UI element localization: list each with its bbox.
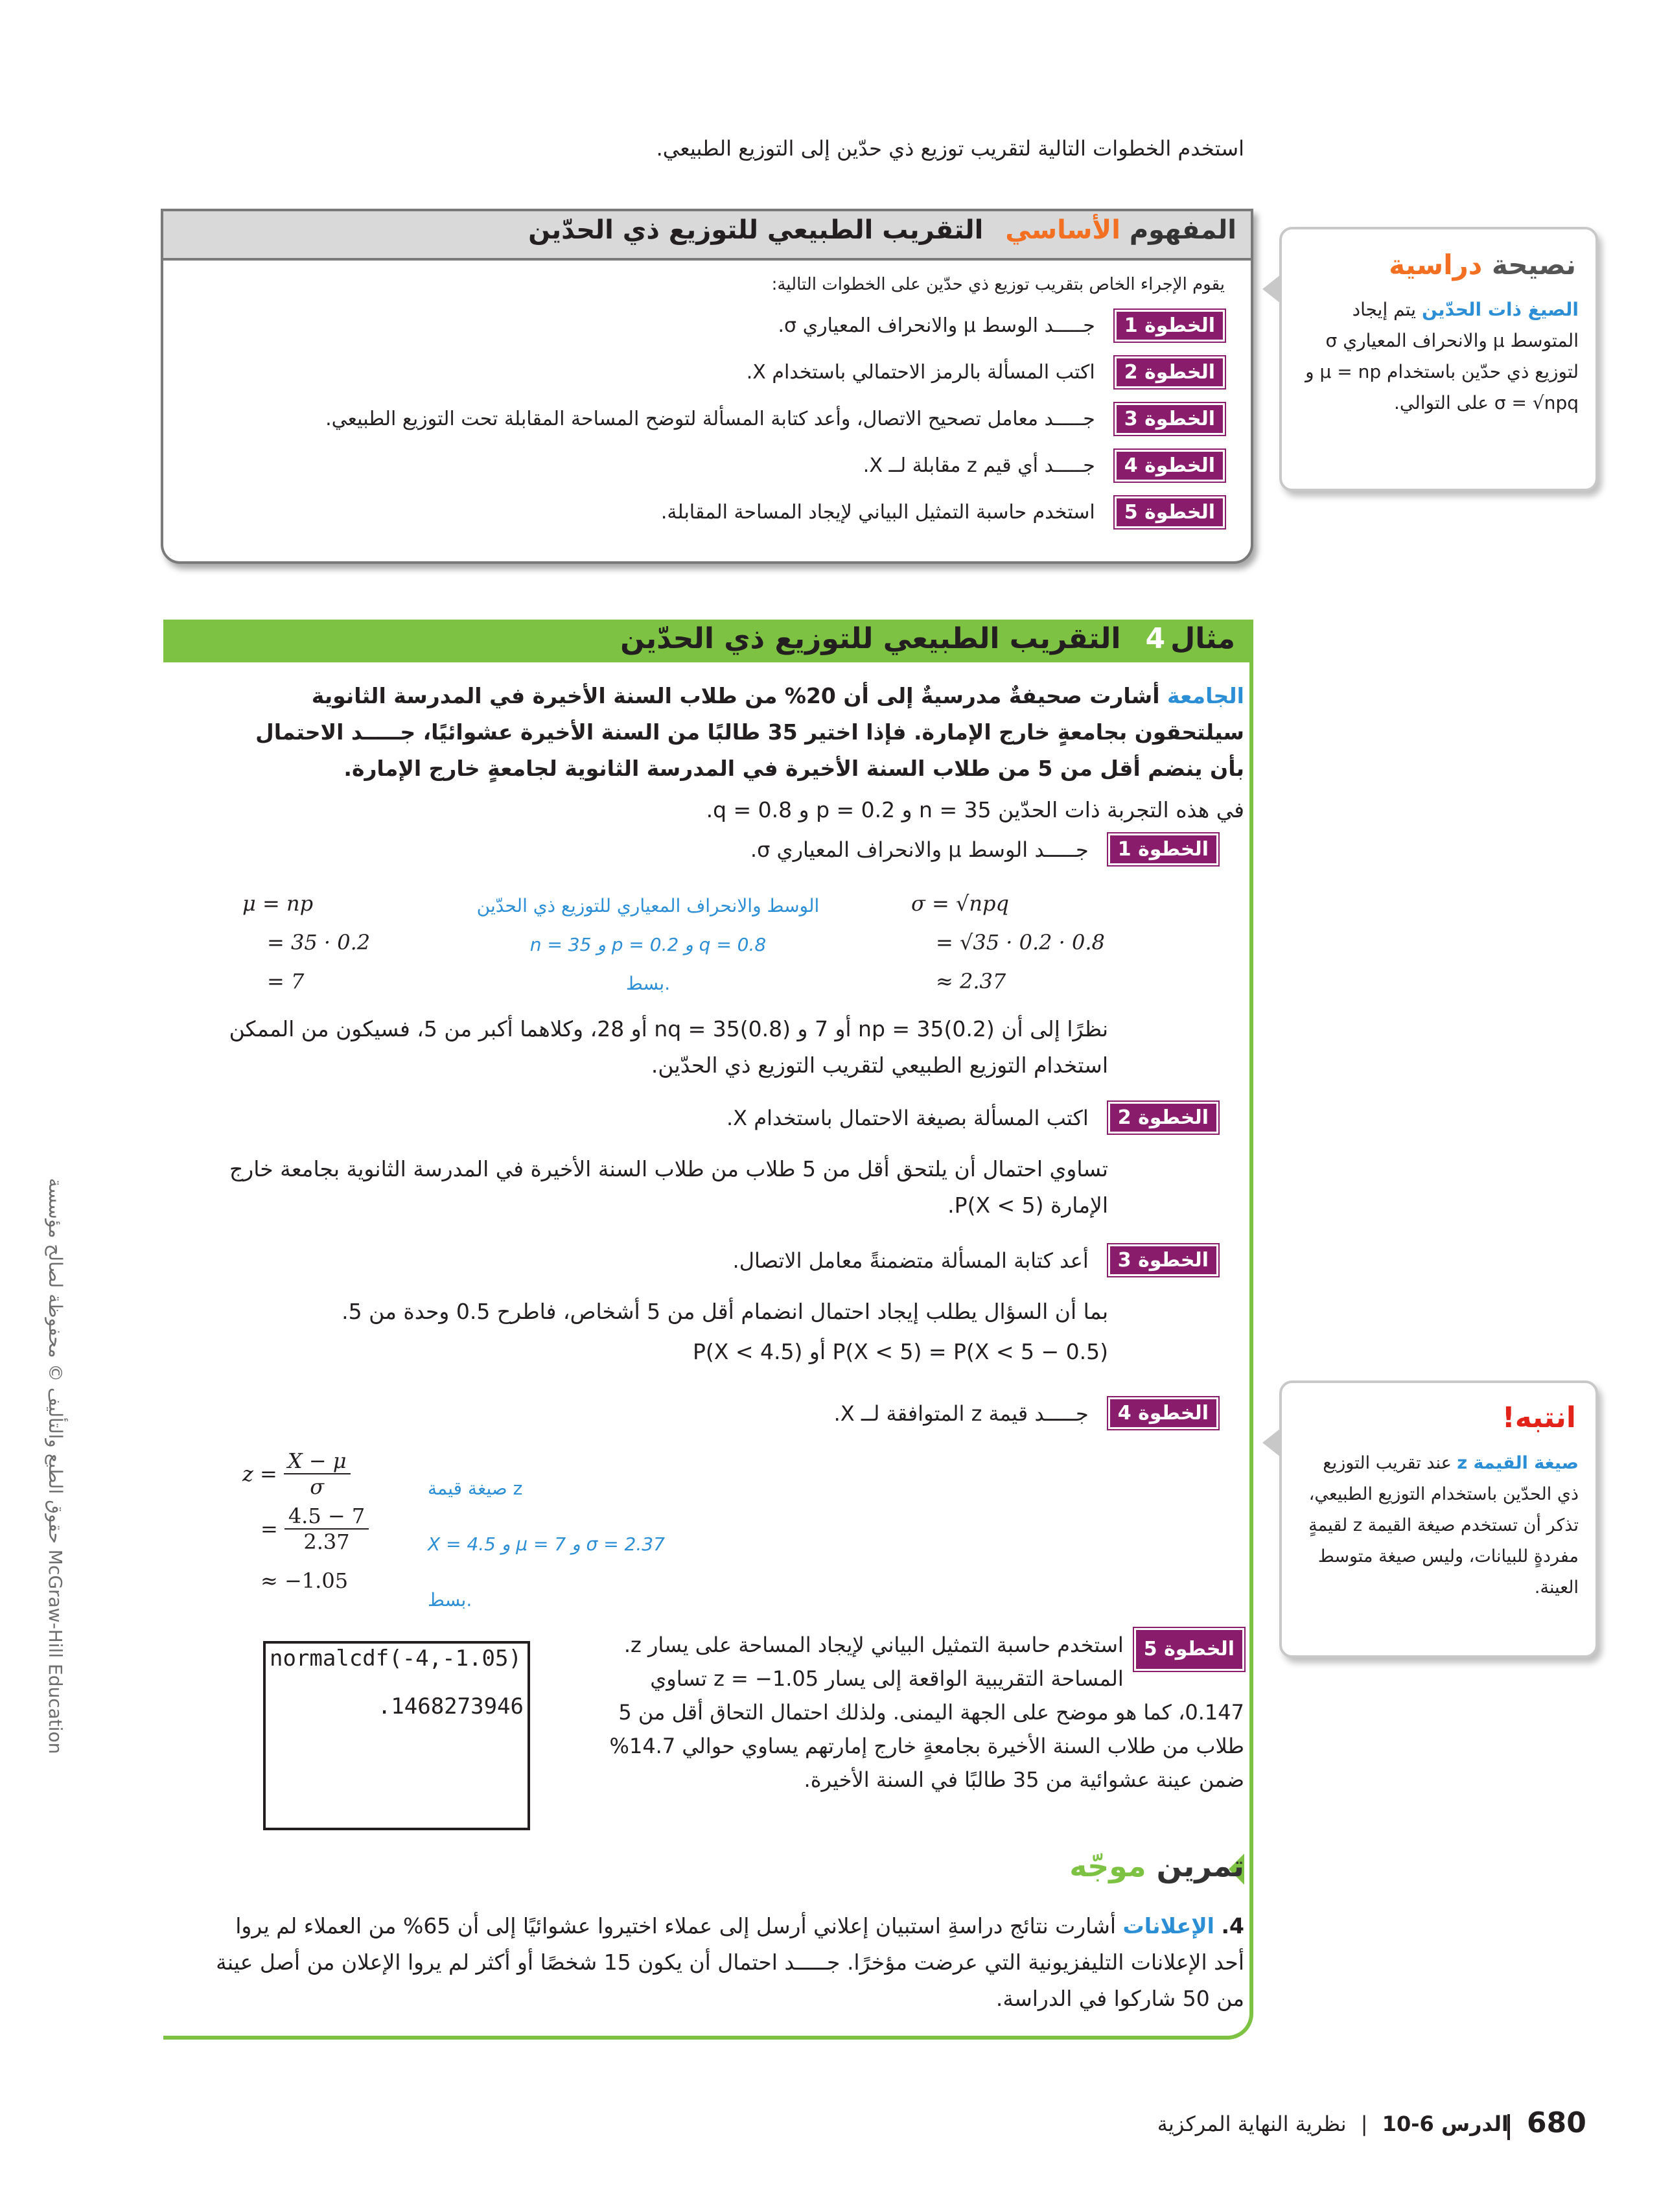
step-badge: الخطوة 1 (1115, 310, 1225, 342)
step-text: جـــــد قيمة z المتوافقة لــ X. (833, 1401, 1089, 1426)
key-concept-step (778, 309, 1225, 342)
step-text: أعد كتابة المسألة متضمنةً معامل الاتصال. (732, 1248, 1089, 1273)
guided-practice-title (1069, 1848, 1244, 1883)
study-tip-text: يتم إيجاد المتوسط μ والانحراف المعياري σ لتوزيع ذي حدّين باستخدام μ = np و σ = √npq على التوالي. (1305, 299, 1579, 413)
example-title (620, 622, 1235, 655)
step-text: اكتب المسألة بصيغة الاحتمال باستخدام X. (726, 1105, 1089, 1130)
step-badge: الخطوة 5 (1134, 1628, 1244, 1671)
note: الوسط والانحراف المعياري للتوزيع ذي الحدّين (476, 895, 820, 916)
note: X = 4.5 و μ = 7 و σ = 2.37 (428, 1533, 665, 1555)
step-text: استخدم حاسبة التمثيل البياني لإيجاد المساحة على يسار z. المساحة التقريبية الواقعة إلى يسار z = −1.05 تساوي 0.147، كما هو موضح على الجهة اليمنى. ولذلك احتمال التحاق أقل من 5 طلاب من طلاب السنة الأخيرة بجامعةٍ خارج إمارتهم يساوي حوالي 14.7% ضمن عينة عشوائية من 35 طالبًا في السنة الأخيرة. (609, 1633, 1244, 1792)
key-concept-step (661, 495, 1225, 529)
note: n = 35 و p = 0.2 و q = 0.8 (529, 934, 767, 955)
sigma-line: = √35 · 0.2 · 0.8 (936, 930, 1105, 955)
step-badge: الخطوة 4 (1108, 1397, 1218, 1429)
step-badge: الخطوة 3 (1108, 1244, 1218, 1276)
step1-check: نظرًا إلى أن np = 35(0.2) أو 7 و nq = 35(0.8) أو 28، وكلاهما أكبر من 5، فسيكون من الممكن استخدام التوزيع الطبيعي لتقريب التوزيع ذي الحدّين. (229, 1016, 1108, 1078)
step-text: استخدم حاسبة التمثيل البياني لإيجاد المساحة المقابلة. (660, 500, 1095, 524)
study-tip-box (1279, 227, 1598, 491)
example-problem (214, 678, 1244, 787)
step-badge: الخطوة 2 (1108, 1102, 1218, 1134)
step4-notes (428, 1461, 700, 1628)
example-problem-text: أشارت صحيفةٌ مدرسيةٌ إلى أن 20% من طلاب السنة الأخيرة في المدرسة الثانوية سيلتحقون بجامعةٍ خارج الإمارة. فإذا اختير 35 طالبًا من السنة الأخيرة عشوائيًا، جـــــد الاحتمال بأن ينضم أقل من 5 من طلاب السنة الأخيرة في المدرسة الثانوية لجامعةٍ خارج الإمارة. (255, 683, 1244, 781)
key-concept-intro: يقوم الإجراء الخاص بتقريب توزيع ذي حدّين على الخطوات التالية: (771, 275, 1225, 294)
key-concept-header (163, 211, 1251, 261)
key-concept-step (863, 448, 1225, 482)
step3-equation: P(X < 5) = P(X < 5 − 0.5) أو P(X < 4.5) (693, 1339, 1108, 1364)
calculator-screen (263, 1641, 530, 1830)
pointer-arrow-icon (1262, 1428, 1281, 1457)
key-concept-label: المفهوم (1129, 215, 1236, 245)
copyright-notice: حقوق الطبع والتأليف © محفوظة لصالح مؤسسة McGraw-Hill Education (45, 1178, 66, 1754)
note: صيغة قيمة z (428, 1478, 523, 1499)
example-heading: التقريب الطبيعي للتوزيع ذي الحدّين (620, 622, 1121, 655)
exercise-category: الإعلانات (1122, 1913, 1214, 1938)
study-tip-title-b: دراسية (1389, 249, 1483, 281)
guided-practice-item (207, 1908, 1244, 2017)
step-text: جـــــد أي قيم z مقابلة لــ X. (863, 454, 1095, 477)
step3-body: بما أن السؤال يطلب إيجاد احتمال انضمام أقل من 5 أشخاص، فاطرح 0.5 وحدة من 5. (342, 1299, 1108, 1324)
step-text: جـــــد معامل تصحيح الاتصال، وأعد كتابة المسألة لتوضح المساحة المقابلة تحت التوزيع الطبيعي. (325, 407, 1095, 430)
example-step-5 (596, 1628, 1244, 1797)
note: بسط. (625, 973, 671, 994)
example-setup: في هذه التجربة ذات الحدّين n = 35 و p = 0.2 و q = 0.8. (706, 797, 1244, 822)
example-category: الجامعة (1167, 683, 1244, 708)
example-step-1 (750, 833, 1218, 865)
key-concept-title (528, 215, 1236, 245)
step-badge: الخطوة 3 (1115, 403, 1225, 435)
pointer-arrow-icon (1262, 275, 1281, 303)
step-badge: الخطوة 1 (1108, 833, 1218, 865)
example-header (163, 620, 1253, 662)
exercise-text: أشارت نتائج دراسةِ استبيان إعلاني أرسل إلى عملاء اختيروا عشوائيًا إلى أن 65% من العملاء لم يروا أحد الإعلانات التليفزيونية التي عرضت مؤخرًا. جـــــد احتمال أن يكون 15 شخصًا أو أكثر لم يروا الإعلان من أصل عينة من 50 شاركوا في الدراسة. (216, 1913, 1244, 2011)
lesson-number: الدرس 6-10 (1382, 2112, 1509, 2136)
example-step-2 (726, 1102, 1218, 1134)
z-sub-denominator: 2.37 (303, 1530, 350, 1554)
watch-out-heading: صيغة القيمة z (1457, 1453, 1579, 1473)
lesson-title: نظرية النهاية المركزية (1157, 2112, 1347, 2136)
study-tip-heading: الصيغ ذات الحدّين (1421, 299, 1579, 320)
z-label: z = (242, 1461, 277, 1486)
step-text: جـــــد الوسط μ والانحراف المعياري σ. (750, 837, 1089, 862)
note: بسط. (428, 1589, 472, 1611)
z-sub-fraction (284, 1504, 369, 1554)
mu-line: μ = np (242, 891, 314, 916)
guided-practice-title-a: تمرين (1156, 1848, 1244, 1883)
example-label: مثال (1170, 622, 1235, 655)
key-concept-heading: التقريب الطبيعي للتوزيع ذي الحدّين (528, 215, 984, 245)
example-step-4 (834, 1397, 1218, 1429)
watch-out-text: عند تقريب التوزيع ذي الحدّين باستخدام التوزيع الطبيعي، تذكر أن تستخدم صيغة القيمة z لقيمةٍ مفردةٍ للبيانات، وليس صيغة متوسط العينة. (1308, 1453, 1579, 1598)
step1-notes (415, 887, 881, 1003)
study-tip-title (1389, 249, 1576, 281)
guided-practice-title-b: موجّه (1069, 1848, 1146, 1883)
sigma-derivation (911, 884, 1105, 1001)
z-result: ≈ −1.05 (261, 1568, 349, 1593)
mu-line: = 7 (267, 969, 305, 994)
step-text: اكتب المسألة بالرمز الاحتمالي باستخدام X. (746, 360, 1095, 384)
example-number: 4 (1145, 622, 1166, 655)
step2-body: تساوي احتمال أن يلتحق أقل من 5 طلاب من طلاب السنة الأخيرة في المدرسة الثانوية بجامعة خارج الإمارة P(X < 5). (229, 1156, 1108, 1218)
z-derivation: z = $\frac{X - \mu}{\sigma}$ = $\frac{4.5 - 7}{2.37}$ ≈ −1.05 (242, 1448, 369, 1603)
step-badge: الخطوة 5 (1115, 496, 1225, 528)
step-badge: الخطوة 2 (1115, 356, 1225, 388)
calculator-output: .1468273946 (377, 1694, 524, 1719)
intro-text: استخدم الخطوات التالية لتقريب توزيع ذي حدّين إلى التوزيع الطبيعي. (656, 136, 1244, 161)
z-denominator: σ (310, 1474, 325, 1499)
study-tip-body (1300, 294, 1579, 419)
calculator-input: normalcdf(-4,-1.05) (270, 1646, 522, 1671)
key-concept-box (161, 209, 1253, 564)
z-fraction (284, 1449, 351, 1499)
key-concept-step (747, 355, 1225, 389)
key-concept-step (325, 402, 1225, 436)
mu-derivation (242, 884, 370, 1001)
watch-out-body (1300, 1448, 1579, 1603)
page-number: 680 (1527, 2106, 1586, 2139)
footer-lesson: الدرس 6-10 | نظرية النهاية المركزية (1157, 2112, 1509, 2136)
key-concept-label-accent: الأساسي (1005, 215, 1120, 245)
watch-out-title: انتبه! (1502, 1401, 1576, 1434)
sigma-line: σ = √npq (911, 891, 1009, 916)
z-sub-numerator: 4.5 − 7 (284, 1504, 369, 1530)
step-badge: الخطوة 4 (1115, 450, 1225, 482)
mu-line: = 35 · 0.2 (267, 930, 371, 955)
step-text: جـــــد الوسط μ والانحراف المعياري σ. (778, 314, 1095, 337)
sigma-line: ≈ 2.37 (936, 969, 1006, 994)
z-numerator: X − μ (284, 1449, 351, 1474)
study-tip-title-a: نصيحة (1491, 249, 1576, 281)
exercise-number: 4. (1221, 1913, 1244, 1938)
example-step-3 (733, 1244, 1218, 1276)
watch-out-box (1279, 1380, 1598, 1658)
